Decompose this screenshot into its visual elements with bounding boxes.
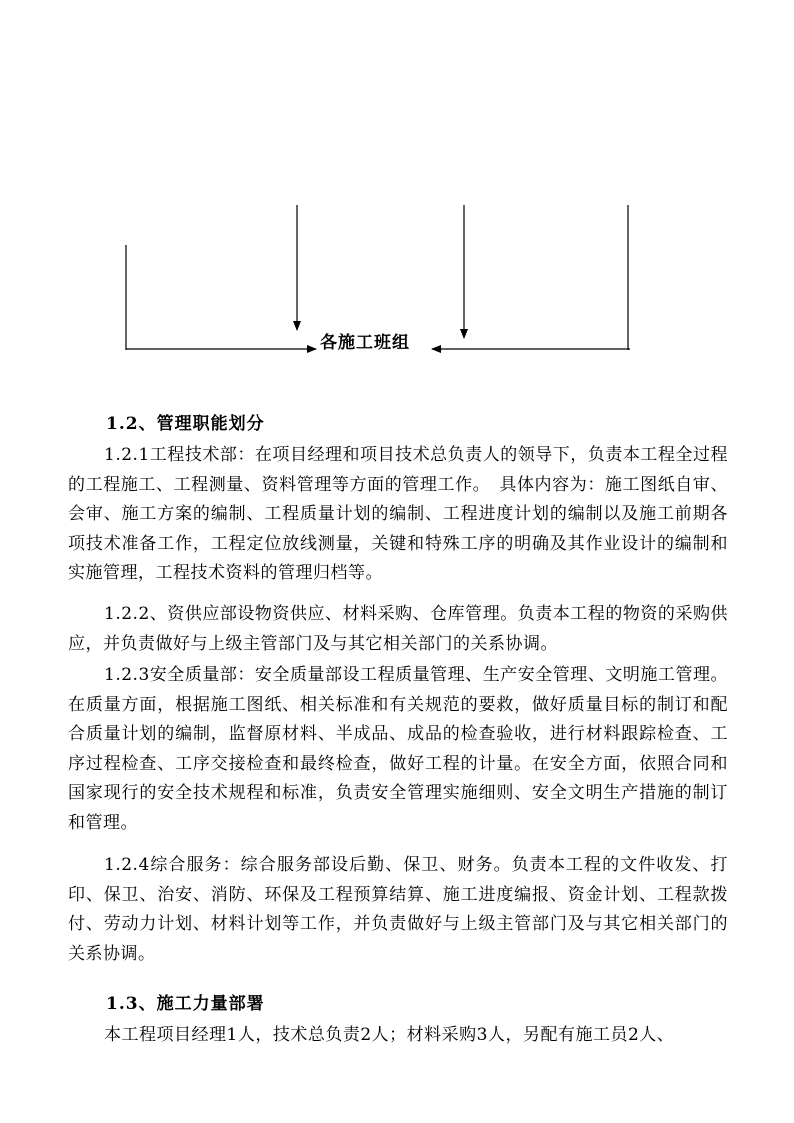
- construction-teams-label: 各施工班组: [320, 333, 410, 353]
- paragraph-1-2-3: 1.2.3安全质量部：安全质量部设工程质量管理、生产安全管理、文明施工管理。在质量方面，根据施工图纸、相关标准和有关规范的要救，做好质量目标的制订和配合质量计划的编制，监督原材料、半成品、成品的检查验收，进行材料跟踪检查、工序过程检查、工序交接检查和最终检查，做好工程的计量。在安全方面，依照合同和国家现行的安全技术规程和标准，负责安全管理实施细则、安全文明生产措施的制订和管理。: [68, 665, 728, 833]
- paragraph-1-2-1: 1.2.1工程技术部：在项目经理和项目技术总负责人的领导下，负责本工程全过程的工程施工、工程测量、资料管理等方面的管理工作。 具体内容为：施工图纸自审、会审、施工方案的编制、工程质量计划的编制、工程进度计划的编制以及施工前期各项技术准备工作，工程定位放线测量，关键和特殊工序的明确及其作业设计的编制和实施管理，工程技术资料的管理归档等。: [68, 445, 728, 584]
- org-chart-diagram: [0, 0, 794, 380]
- paragraph-1-2-2: 1.2.2、资供应部设物资供应、材料采购、仓库管理。负责本工程的物资的采购供应，并负责做好与上级主管部门及与其它相关部门的关系协调。: [68, 604, 728, 654]
- paragraph-1-2-4: 1.2.4综合服务：综合服务部设后勤、保卫、财务。负责本工程的文件收发、打印、保卫、治安、消防、环保及工程预算结算、施工进度编报、资金计划、工程款拨付、劳动力计划、材料计划等工作，并负责做好与上级主管部门及与其它相关部门的关系协调。: [68, 855, 728, 964]
- section-heading-1-2: 1.2、管理职能划分: [106, 414, 265, 434]
- paragraph-1-3: 本工程项目经理1人，技术总负责2人；材料采购3人，另配有施工员2人、: [104, 1025, 675, 1045]
- section-heading-1-3: 1.3、施工力量部署: [106, 994, 265, 1014]
